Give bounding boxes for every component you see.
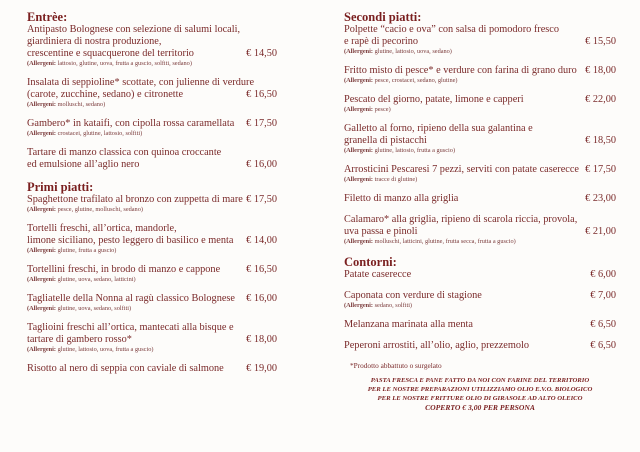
dish-name-line: Patate caserecce: [344, 269, 412, 280]
dish-name-line: e rapè di pecorino: [344, 36, 419, 47]
dish-name-line: Filetto di manzo alla griglia: [344, 193, 459, 204]
allergens-prefix: (Allergeni:: [27, 346, 57, 353]
dish-name: [344, 123, 616, 147]
dish-name: [27, 118, 277, 130]
allergens-prefix: (Allergeni:: [344, 176, 374, 183]
dish-name: [344, 193, 616, 205]
menu-section: [27, 10, 277, 171]
section-title: Contorni:: [344, 255, 397, 269]
allergens-prefix: (Allergeni:: [344, 106, 374, 113]
dish-name: [27, 147, 277, 171]
dish-price: € 6,50: [590, 319, 616, 330]
cover-charge: COPERTO € 3,00 PER PERSONA: [425, 403, 535, 412]
menu-item: [344, 340, 616, 352]
allergens-list: molluschi, sedano): [57, 101, 106, 108]
dish-price: € 23,00: [585, 193, 616, 204]
allergens-note: [27, 247, 277, 255]
allergens-note: [344, 238, 616, 246]
dish-price: € 18,00: [585, 65, 616, 76]
menu-section: [27, 180, 277, 375]
allergens-prefix: (Allergeni:: [27, 60, 57, 67]
notice-block: [344, 376, 616, 413]
allergens-list: glutine, uova, sedano, solfiti): [57, 305, 132, 312]
dish-name-line: Galletto al forno, ripieno della sua galantina e: [344, 123, 533, 134]
section-title: Entrèe:: [27, 10, 68, 24]
dish-price: € 17,50: [246, 194, 277, 205]
allergens-note: [27, 305, 277, 313]
menu-left-column: [27, 10, 277, 384]
menu-item: [27, 322, 277, 354]
dish-name: [344, 290, 616, 302]
dish-name-line: Peperoni arrostiti, all’olio, aglio, prezzemolo: [344, 340, 530, 351]
dish-price: € 18,00: [246, 334, 277, 345]
dish-name-line: Spaghettone trafilato al bronzo con zuppetta di mare: [27, 194, 243, 205]
dish-name: [344, 319, 616, 331]
dish-name: [27, 77, 277, 101]
dish-name: [344, 214, 616, 238]
dish-name-line: uva passa e pinoli: [344, 226, 418, 237]
allergens-list: glutine, lattosio, frutta a guscio): [374, 147, 456, 154]
dish-name-line: tartare di gambero rosso*: [27, 334, 132, 345]
allergens-note: [27, 206, 277, 214]
allergens-prefix: (Allergeni:: [344, 302, 374, 309]
dish-price: € 17,50: [246, 118, 277, 129]
allergens-list: pesce): [374, 106, 391, 113]
allergens-note: [27, 346, 277, 354]
allergens-list: sedano, solfiti): [374, 302, 413, 309]
dish-price: € 22,00: [585, 94, 616, 105]
allergens-list: molluschi, latticini, glutine, frutta secca, frutta a guscio): [374, 238, 516, 245]
allergens-prefix: (Allergeni:: [27, 305, 57, 312]
dish-name-line: granella di pistacchi: [344, 135, 427, 146]
dish-name-line: Caponata con verdure di stagione: [344, 290, 482, 301]
dish-name: [27, 293, 277, 305]
dish-price: € 19,00: [246, 363, 277, 374]
section-title: Secondi piatti:: [344, 10, 422, 24]
dish-name-line: Tagliatelle della Nonna al ragù classico Bolognese: [27, 293, 236, 304]
dish-name: [27, 322, 277, 346]
menu-item: [27, 264, 277, 284]
menu-item: [27, 147, 277, 171]
allergens-prefix: (Allergeni:: [27, 276, 57, 283]
dish-name-line: Fritto misto di pesce* e verdure con farina di grano duro: [344, 65, 577, 76]
dish-price: € 17,50: [585, 164, 616, 175]
dish-name-line: (carote, zucchine, sedano) e citronette: [27, 89, 184, 100]
dish-name: [27, 264, 277, 276]
allergens-note: [344, 176, 616, 184]
dish-name-line: Arrosticini Pescaresi 7 pezzi, serviti con patate caserecce: [344, 164, 579, 175]
dish-name-line: Gambero* in kataifi, con cipolla rossa caramellata: [27, 118, 235, 129]
allergens-note: [27, 101, 277, 109]
allergens-note: [344, 77, 616, 85]
dish-price: € 16,00: [246, 159, 277, 170]
menu-item: [27, 194, 277, 214]
dish-price: € 18,50: [585, 135, 616, 146]
dish-price: € 21,00: [585, 226, 616, 237]
dish-name-line: limone siciliano, pesto leggero di basilico e menta: [27, 235, 234, 246]
allergens-prefix: (Allergeni:: [344, 77, 374, 84]
dish-price: € 15,50: [585, 36, 616, 47]
allergens-list: glutine, frutta a guscio): [57, 247, 117, 254]
allergens-note: [344, 48, 616, 56]
notice-line: PASTA FRESCA E PANE FATTO DA NOI CON FARINE DEL TERRITORIO: [370, 377, 590, 384]
dish-name-line: Melanzana marinata alla menta: [344, 319, 473, 330]
dish-name-line: Calamaro* alla griglia, ripieno di scarola riccia, provola,: [344, 214, 578, 225]
allergens-note: [344, 302, 616, 310]
dish-name: [27, 194, 277, 206]
dish-name-line: Polpette “cacio e ova” con salsa di pomodoro fresco: [344, 24, 560, 35]
dish-name: [344, 340, 616, 352]
menu-item: [27, 363, 277, 375]
allergens-note: [344, 106, 616, 114]
dish-name-line: ed emulsione all’aglio nero: [27, 159, 140, 170]
dish-price: € 14,50: [246, 48, 277, 59]
menu-item: [344, 123, 616, 155]
dish-name: [344, 164, 616, 176]
notice-line: PER LE NOSTRE FRITTURE OLIO DI GIRASOLE AD ALTO OLEICO: [377, 395, 583, 402]
allergens-note: [27, 60, 277, 68]
menu-item: [27, 293, 277, 313]
allergens-prefix: (Allergeni:: [344, 48, 374, 55]
dish-price: € 16,00: [246, 293, 277, 304]
dish-name-line: crescentine e squacquerone del territorio: [27, 48, 194, 59]
allergens-prefix: (Allergeni:: [27, 206, 57, 213]
dish-name: [27, 363, 277, 375]
dish-name: [344, 94, 616, 106]
dish-name-line: Risotto al nero di seppia con caviale di salmone: [27, 363, 224, 374]
menu-item: [27, 24, 277, 68]
frozen-product-footnote: *Prodotto abbattuto o surgelato: [350, 361, 442, 370]
menu-item: [344, 269, 616, 281]
dish-price: € 16,50: [246, 264, 277, 275]
dish-name: [27, 223, 277, 247]
menu-item: [27, 77, 277, 109]
dish-name-line: Tortelli freschi, all’ortica, mandorle,: [27, 223, 177, 234]
right-sections: [344, 10, 616, 352]
dish-price: € 6,00: [590, 269, 616, 280]
dish-price: € 14,00: [246, 235, 277, 246]
allergens-list: pesce, crostacei, sedano, glutine): [374, 77, 458, 84]
section-title: Primi piatti:: [27, 180, 94, 194]
dish-name: [344, 65, 616, 77]
allergens-list: lattosio, glutine, uova, frutta a guscio, solfiti, sedano): [57, 60, 192, 67]
menu-right-column: [344, 10, 616, 413]
menu-item: [27, 118, 277, 138]
dish-name-line: Taglioini freschi all’ortica, mantecati alla bisque e: [27, 322, 234, 333]
dish-price: € 6,50: [590, 340, 616, 351]
dish-name: [27, 24, 277, 60]
allergens-note: [344, 147, 616, 155]
allergens-prefix: (Allergeni:: [344, 147, 374, 154]
dish-price: € 7,00: [590, 290, 616, 301]
menu-item: [344, 319, 616, 331]
allergens-note: [27, 130, 277, 138]
menu-item: [344, 193, 616, 205]
dish-name: [344, 269, 616, 281]
allergens-prefix: (Allergeni:: [27, 101, 57, 108]
allergens-list: glutine, lattosio, uova, sedano): [374, 48, 452, 55]
allergens-list: glutine, uova, sedano, latticini): [57, 276, 136, 283]
dish-name-line: Insalata di seppioline* scottate, con julienne di verdure: [27, 77, 255, 88]
dish-price: € 16,50: [246, 89, 277, 100]
dish-name-line: Pescato del giorno, patate, limone e capperi: [344, 94, 524, 105]
allergens-list: glutine, lattosio, uova, frutta a guscio): [57, 346, 154, 353]
menu-item: [344, 94, 616, 114]
allergens-prefix: (Allergeni:: [27, 130, 57, 137]
menu-item: [344, 290, 616, 310]
menu-item: [344, 164, 616, 184]
dish-name-line: Antipasto Bolognese con selezione di salumi locali,: [27, 24, 241, 35]
menu-item: [344, 214, 616, 246]
menu-item: [344, 65, 616, 85]
dish-name: [344, 24, 616, 48]
allergens-list: pesce, glutine, molluschi, sedano): [57, 206, 143, 213]
dish-name-line: Tartare di manzo classica con quinoa croccante: [27, 147, 222, 158]
menu-section: [344, 255, 616, 352]
allergens-prefix: (Allergeni:: [344, 238, 374, 245]
dish-name-line: giardiniera di nostra produzione,: [27, 36, 162, 47]
allergens-list: tracce di glutine): [374, 176, 418, 183]
menu-section: [344, 10, 616, 246]
allergens-prefix: (Allergeni:: [27, 247, 57, 254]
notice-line: PER LE NOSTRE PREPARAZIONI UTILIZZIAMO OLIO E.V.O. BIOLOGICO: [367, 386, 593, 393]
allergens-list: crostacei, glutine, lattosio, solfiti): [57, 130, 143, 137]
allergens-note: [27, 276, 277, 284]
menu-item: [344, 24, 616, 56]
dish-name-line: Tortellini freschi, in brodo di manzo e cappone: [27, 264, 221, 275]
menu-item: [27, 223, 277, 255]
